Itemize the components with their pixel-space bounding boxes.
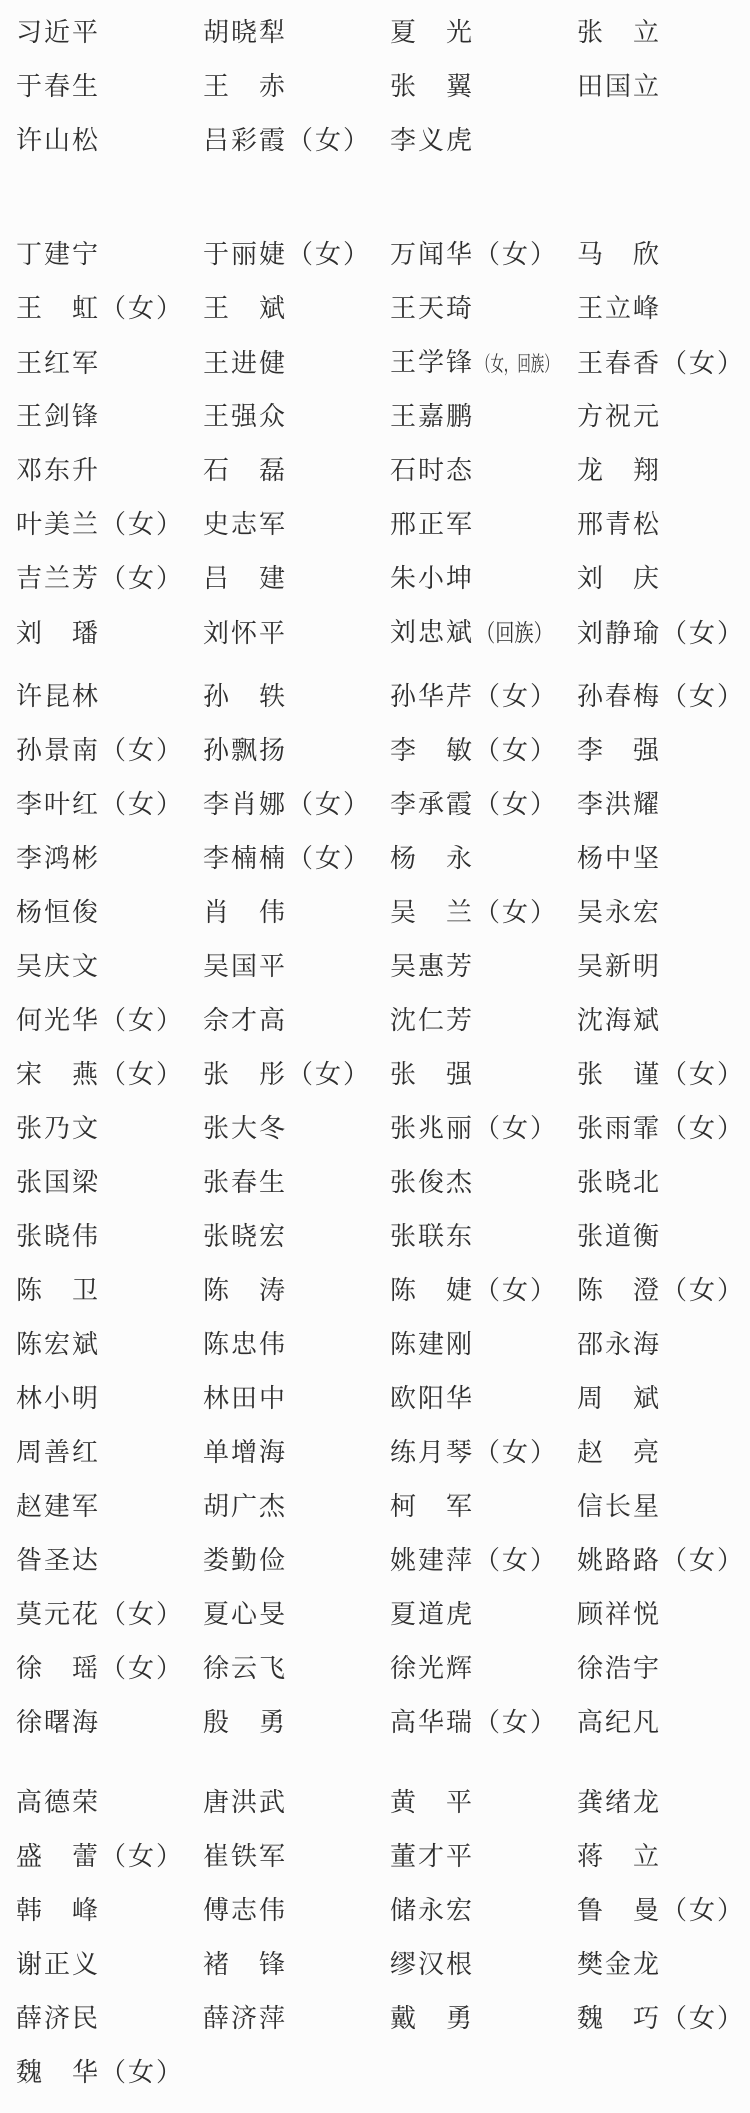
person-name: 杨恒俊 [16, 898, 101, 927]
person-name: 柯 军 [390, 1492, 475, 1521]
person-name: 黄 平 [390, 1788, 475, 1817]
person-name: 龙 翔 [577, 456, 662, 485]
person-name: 高纪凡 [577, 1708, 662, 1737]
person-name: 张兆丽（女） [390, 1114, 559, 1143]
name-row [16, 1318, 750, 1372]
name-row [16, 1588, 750, 1642]
person-name: 吕彩霞（女） [203, 126, 372, 155]
person-name: 薛济民 [16, 2004, 101, 2033]
person-name: 樊金龙 [577, 1950, 662, 1979]
person-name: 习近平 [16, 18, 101, 47]
person-name: 陈 澄（女） [577, 1276, 746, 1305]
name-row [16, 1776, 750, 1830]
person-name: 宋 燕（女） [16, 1060, 185, 1089]
person-name: 叶美兰（女） [16, 510, 185, 539]
person-name: 李叶红（女） [16, 790, 185, 819]
person-name: 魏 巧（女） [577, 2004, 746, 2033]
person-name: 刘 璠 [16, 618, 101, 648]
person-name: 陈 卫 [16, 1276, 101, 1305]
name-section-4 [16, 1776, 750, 2100]
person-name: 张晓北 [577, 1168, 662, 1197]
person-name: 夏心旻 [203, 1600, 288, 1629]
name-section-2 [16, 228, 750, 660]
person-name: 盛 蕾（女） [16, 1842, 185, 1871]
person-name: 龚绪龙 [577, 1788, 662, 1817]
person-name: 张 谨（女） [577, 1060, 746, 1089]
person-name: 李鸿彬 [16, 844, 101, 873]
person-name: 王 赤 [203, 72, 288, 101]
person-name: 胡广杰 [203, 1492, 288, 1521]
person-name: 张 立 [577, 18, 662, 47]
person-name: 魏 华（女） [16, 2058, 185, 2087]
person-name: 刘怀平 [203, 618, 288, 648]
person-name: 缪汉根 [390, 1950, 475, 1979]
name-row [16, 1830, 750, 1884]
person-name-text: 刘忠斌 [390, 618, 475, 647]
person-name: 吴惠芳 [390, 952, 475, 981]
person-name: 孙 轶 [203, 682, 288, 711]
person-name: 董才平 [390, 1842, 475, 1871]
name-row [16, 114, 750, 168]
name-row [16, 1534, 750, 1588]
person-name: 李义虎 [390, 126, 475, 155]
person-name: 陈 涛 [203, 1276, 288, 1305]
name-row [16, 2046, 750, 2100]
person-name: 夏 光 [390, 18, 475, 47]
person-name: 赵建军 [16, 1492, 101, 1521]
person-name: 孙春梅（女） [577, 682, 746, 711]
name-row [16, 6, 750, 60]
name-row [16, 724, 750, 778]
person-name: 王嘉鹏 [390, 402, 475, 431]
person-name: 李承霞（女） [390, 790, 559, 819]
name-row [16, 1372, 750, 1426]
person-name: 傅志伟 [203, 1896, 288, 1925]
name-row [16, 832, 750, 886]
person-name: 吴 兰（女） [390, 898, 559, 927]
person-name: 陈建刚 [390, 1330, 475, 1359]
person-name: 王春香（女） [577, 348, 746, 378]
person-name: 肖 伟 [203, 898, 288, 927]
name-row [16, 336, 750, 390]
person-name: 姚路路（女） [577, 1546, 746, 1575]
name-row [16, 778, 750, 832]
person-name: 夏道虎 [390, 1600, 475, 1629]
person-name: 万闻华（女） [390, 240, 559, 269]
name-row [16, 1642, 750, 1696]
person-name: 徐光辉 [390, 1654, 475, 1683]
person-name: 丁建宁 [16, 240, 101, 269]
person-name: 王剑锋 [16, 402, 101, 431]
person-name: 崔铁军 [203, 1842, 288, 1871]
person-name: 娄勤俭 [203, 1546, 288, 1575]
person-name: 莫元花（女） [16, 1600, 185, 1629]
name-row [16, 670, 750, 724]
person-name: 许昆林 [16, 682, 101, 711]
person-name: 吴新明 [577, 952, 662, 981]
name-row [16, 1992, 750, 2046]
name-row [16, 606, 750, 660]
person-name: 王立峰 [577, 294, 662, 323]
person-name: 张晓宏 [203, 1222, 288, 1251]
person-name: 张春生 [203, 1168, 288, 1197]
person-name: 张晓伟 [16, 1222, 101, 1251]
person-name: 王强众 [203, 402, 288, 431]
name-row [16, 1480, 750, 1534]
person-name: 练月琴（女） [390, 1438, 559, 1467]
person-name: 石 磊 [203, 456, 288, 485]
person-name: 周 斌 [577, 1384, 662, 1413]
person-name: 鲁 曼（女） [577, 1896, 746, 1925]
person-name: 胡晓犁 [203, 18, 288, 47]
person-name: 吕 建 [203, 564, 288, 593]
person-name: 马 欣 [577, 240, 662, 269]
person-name: 孙华芹（女） [390, 682, 559, 711]
person-name: 韩 峰 [16, 1896, 101, 1925]
person-name: 吴永宏 [577, 898, 662, 927]
name-row [16, 886, 750, 940]
name-row [16, 390, 750, 444]
person-name: 邵永海 [577, 1330, 662, 1359]
person-name: 信长星 [577, 1492, 662, 1521]
name-section-1 [16, 6, 750, 168]
person-name: 王 虹（女） [16, 294, 185, 323]
ethnic-gender-note: （女，回族） [477, 352, 558, 376]
ethnic-gender-note: （回族） [476, 621, 553, 647]
name-row [16, 1048, 750, 1102]
person-name: 徐 瑶（女） [16, 1654, 185, 1683]
person-name: 张道衡 [577, 1222, 662, 1251]
person-name: 顾祥悦 [577, 1600, 662, 1629]
person-name: 徐曙海 [16, 1708, 101, 1737]
person-name: 李 强 [577, 736, 662, 765]
person-name: 于春生 [16, 72, 101, 101]
name-row [16, 282, 750, 336]
person-name: 赵 亮 [577, 1438, 662, 1467]
name-list-document [0, 6, 750, 2100]
person-name: 于丽婕（女） [203, 240, 372, 269]
person-name: 刘静瑜（女） [577, 618, 746, 648]
person-name: 徐浩宇 [577, 1654, 662, 1683]
person-name: 周善红 [16, 1438, 101, 1467]
person-name: 高华瑞（女） [390, 1708, 559, 1737]
person-name [390, 606, 577, 661]
name-row [16, 228, 750, 282]
name-row [16, 994, 750, 1048]
person-name: 李楠楠（女） [203, 844, 372, 873]
person-name: 石时态 [390, 456, 475, 485]
person-name: 方祝元 [577, 402, 662, 431]
person-name: 张 彤（女） [203, 1060, 372, 1089]
person-name: 昝圣达 [16, 1546, 101, 1575]
person-name: 张雨霏（女） [577, 1114, 746, 1143]
person-name: 徐云飞 [203, 1654, 288, 1683]
person-name: 史志军 [203, 510, 288, 539]
person-name: 吉兰芳（女） [16, 564, 185, 593]
person-name: 蒋 立 [577, 1842, 662, 1871]
person-name: 李 敏（女） [390, 736, 559, 765]
person-name: 许山松 [16, 126, 101, 155]
person-name: 邢青松 [577, 510, 662, 539]
person-name: 欧阳华 [390, 1384, 475, 1413]
person-name: 殷 勇 [203, 1708, 288, 1737]
person-name: 薛济萍 [203, 2004, 288, 2033]
name-row [16, 444, 750, 498]
person-name: 田国立 [577, 72, 662, 101]
person-name: 杨 永 [390, 844, 475, 873]
person-name: 李洪耀 [577, 790, 662, 819]
person-name: 邓东升 [16, 456, 101, 485]
name-row [16, 60, 750, 114]
person-name: 孙飘扬 [203, 736, 288, 765]
person-name: 杨中坚 [577, 844, 662, 873]
person-name: 张联东 [390, 1222, 475, 1251]
name-row [16, 1884, 750, 1938]
name-row [16, 1264, 750, 1318]
person-name: 王 斌 [203, 294, 288, 323]
person-name-text: 王学锋 [390, 348, 475, 377]
person-name: 陈 婕（女） [390, 1276, 559, 1305]
name-row [16, 1156, 750, 1210]
person-name: 张 翼 [390, 72, 475, 101]
person-name: 佘才高 [203, 1006, 288, 1035]
person-name: 张 强 [390, 1060, 475, 1089]
person-name: 何光华（女） [16, 1006, 185, 1035]
person-name [390, 336, 577, 391]
person-name: 褚 锋 [203, 1950, 288, 1979]
person-name: 张乃文 [16, 1114, 101, 1143]
person-name: 张大冬 [203, 1114, 288, 1143]
person-name: 邢正军 [390, 510, 475, 539]
name-row [16, 1210, 750, 1264]
name-list [16, 6, 750, 2100]
person-name: 戴 勇 [390, 2004, 475, 2033]
name-row [16, 1102, 750, 1156]
person-name: 林小明 [16, 1384, 101, 1413]
person-name: 谢正义 [16, 1950, 101, 1979]
person-name: 高德荣 [16, 1788, 101, 1817]
person-name: 唐洪武 [203, 1788, 288, 1817]
person-name: 张俊杰 [390, 1168, 475, 1197]
person-name: 储永宏 [390, 1896, 475, 1925]
name-row [16, 1426, 750, 1480]
person-name: 沈仁芳 [390, 1006, 475, 1035]
person-name: 林田中 [203, 1384, 288, 1413]
person-name: 孙景南（女） [16, 736, 185, 765]
person-name: 陈宏斌 [16, 1330, 101, 1359]
person-name: 王天琦 [390, 294, 475, 323]
person-name: 李肖娜（女） [203, 790, 372, 819]
person-name: 姚建萍（女） [390, 1546, 559, 1575]
person-name: 张国梁 [16, 1168, 101, 1197]
person-name: 王进健 [203, 348, 288, 378]
name-section-3 [16, 670, 750, 1750]
name-row [16, 1696, 750, 1750]
person-name: 单增海 [203, 1438, 288, 1467]
person-name: 吴庆文 [16, 952, 101, 981]
person-name: 吴国平 [203, 952, 288, 981]
person-name: 刘 庆 [577, 564, 662, 593]
name-row [16, 498, 750, 552]
person-name: 朱小坤 [390, 564, 475, 593]
name-row [16, 1938, 750, 1992]
person-name: 王红军 [16, 348, 101, 378]
person-name: 陈忠伟 [203, 1330, 288, 1359]
name-row [16, 552, 750, 606]
person-name: 沈海斌 [577, 1006, 662, 1035]
name-row [16, 940, 750, 994]
